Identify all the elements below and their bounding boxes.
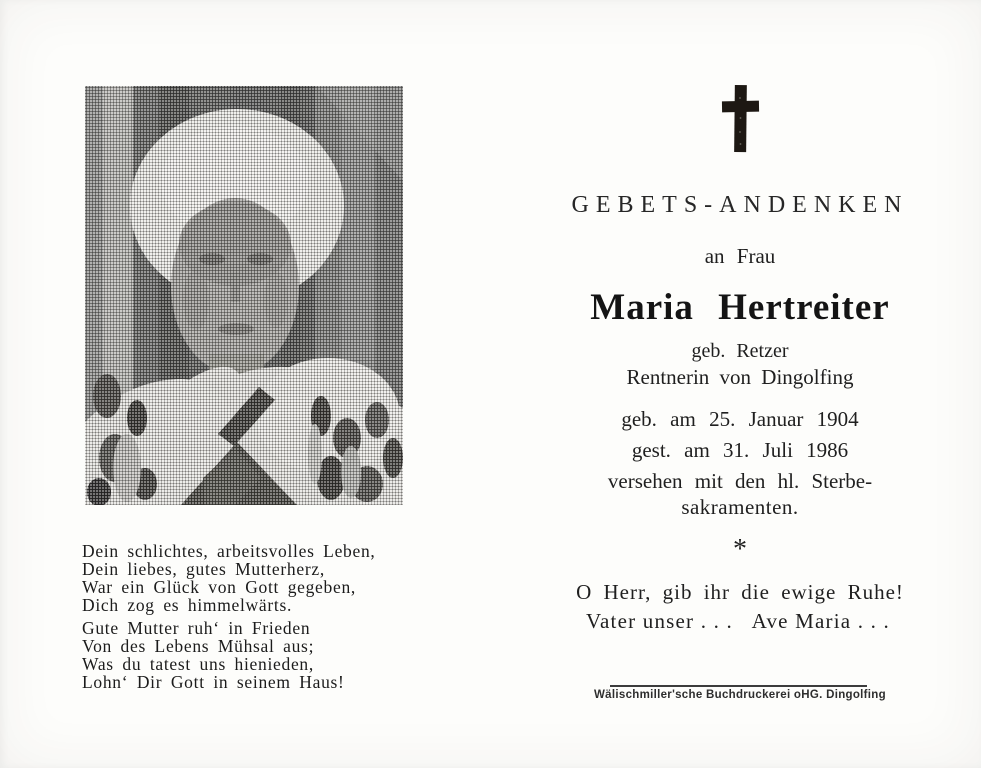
poem-line: Was du tatest uns hienieden, bbox=[82, 654, 314, 674]
poem-stanza-2 bbox=[82, 619, 375, 691]
poem-line: Dein liebes, gutes Mutterherz, bbox=[82, 559, 325, 579]
occupation-line: Rentnerin von Dingolfing bbox=[626, 365, 854, 389]
portrait-photo bbox=[85, 86, 403, 505]
deceased-name: Maria Hertreiter bbox=[590, 287, 890, 328]
prayer-left: Vater unser . . . bbox=[586, 609, 733, 633]
poem-line: Dich zog es himmelwärts. bbox=[82, 595, 293, 615]
poem-line: Gute Mutter ruh‘ in Frieden bbox=[82, 618, 311, 638]
memorial-poem bbox=[82, 542, 375, 691]
birth-date-line: geb. am 25. Januar 1904 bbox=[621, 407, 859, 431]
printer-rule bbox=[610, 685, 867, 687]
cross-wrap bbox=[555, 84, 925, 159]
sacrament-line-2: sakramenten. bbox=[681, 495, 799, 519]
latin-cross-icon bbox=[720, 84, 760, 154]
sacrament-line-1: versehen mit den hl. Sterbe- bbox=[607, 469, 873, 493]
death-date-line: gest. am 31. Juli 1986 bbox=[631, 438, 849, 462]
poem-stanza-1 bbox=[82, 542, 375, 614]
prayer-row bbox=[586, 609, 890, 634]
printer-imprint: Wälischmiller'sche Buchdruckerei oHG. Dingolfing bbox=[594, 689, 886, 701]
salutation: an Frau bbox=[704, 244, 776, 268]
poem-line: War ein Glück von Gott gegeben, bbox=[82, 577, 356, 597]
prayer-line: O Herr, gib ihr die ewige Ruhe! bbox=[576, 580, 904, 604]
card-header: GEBETS-ANDENKEN bbox=[571, 192, 909, 218]
prayer-right: Ave Maria . . . bbox=[751, 609, 890, 633]
memorial-text-column bbox=[555, 0, 925, 768]
poem-line: Von des Lebens Mühsal aus; bbox=[82, 636, 315, 656]
poem-line: Lohn‘ Dir Gott in seinem Haus! bbox=[82, 672, 345, 692]
birth-name: geb. Retzer bbox=[691, 340, 789, 362]
portrait-photo-art bbox=[85, 86, 403, 505]
asterisk-separator: * bbox=[733, 534, 747, 565]
poem-line: Dein schlichtes, arbeitsvolles Leben, bbox=[82, 541, 376, 561]
